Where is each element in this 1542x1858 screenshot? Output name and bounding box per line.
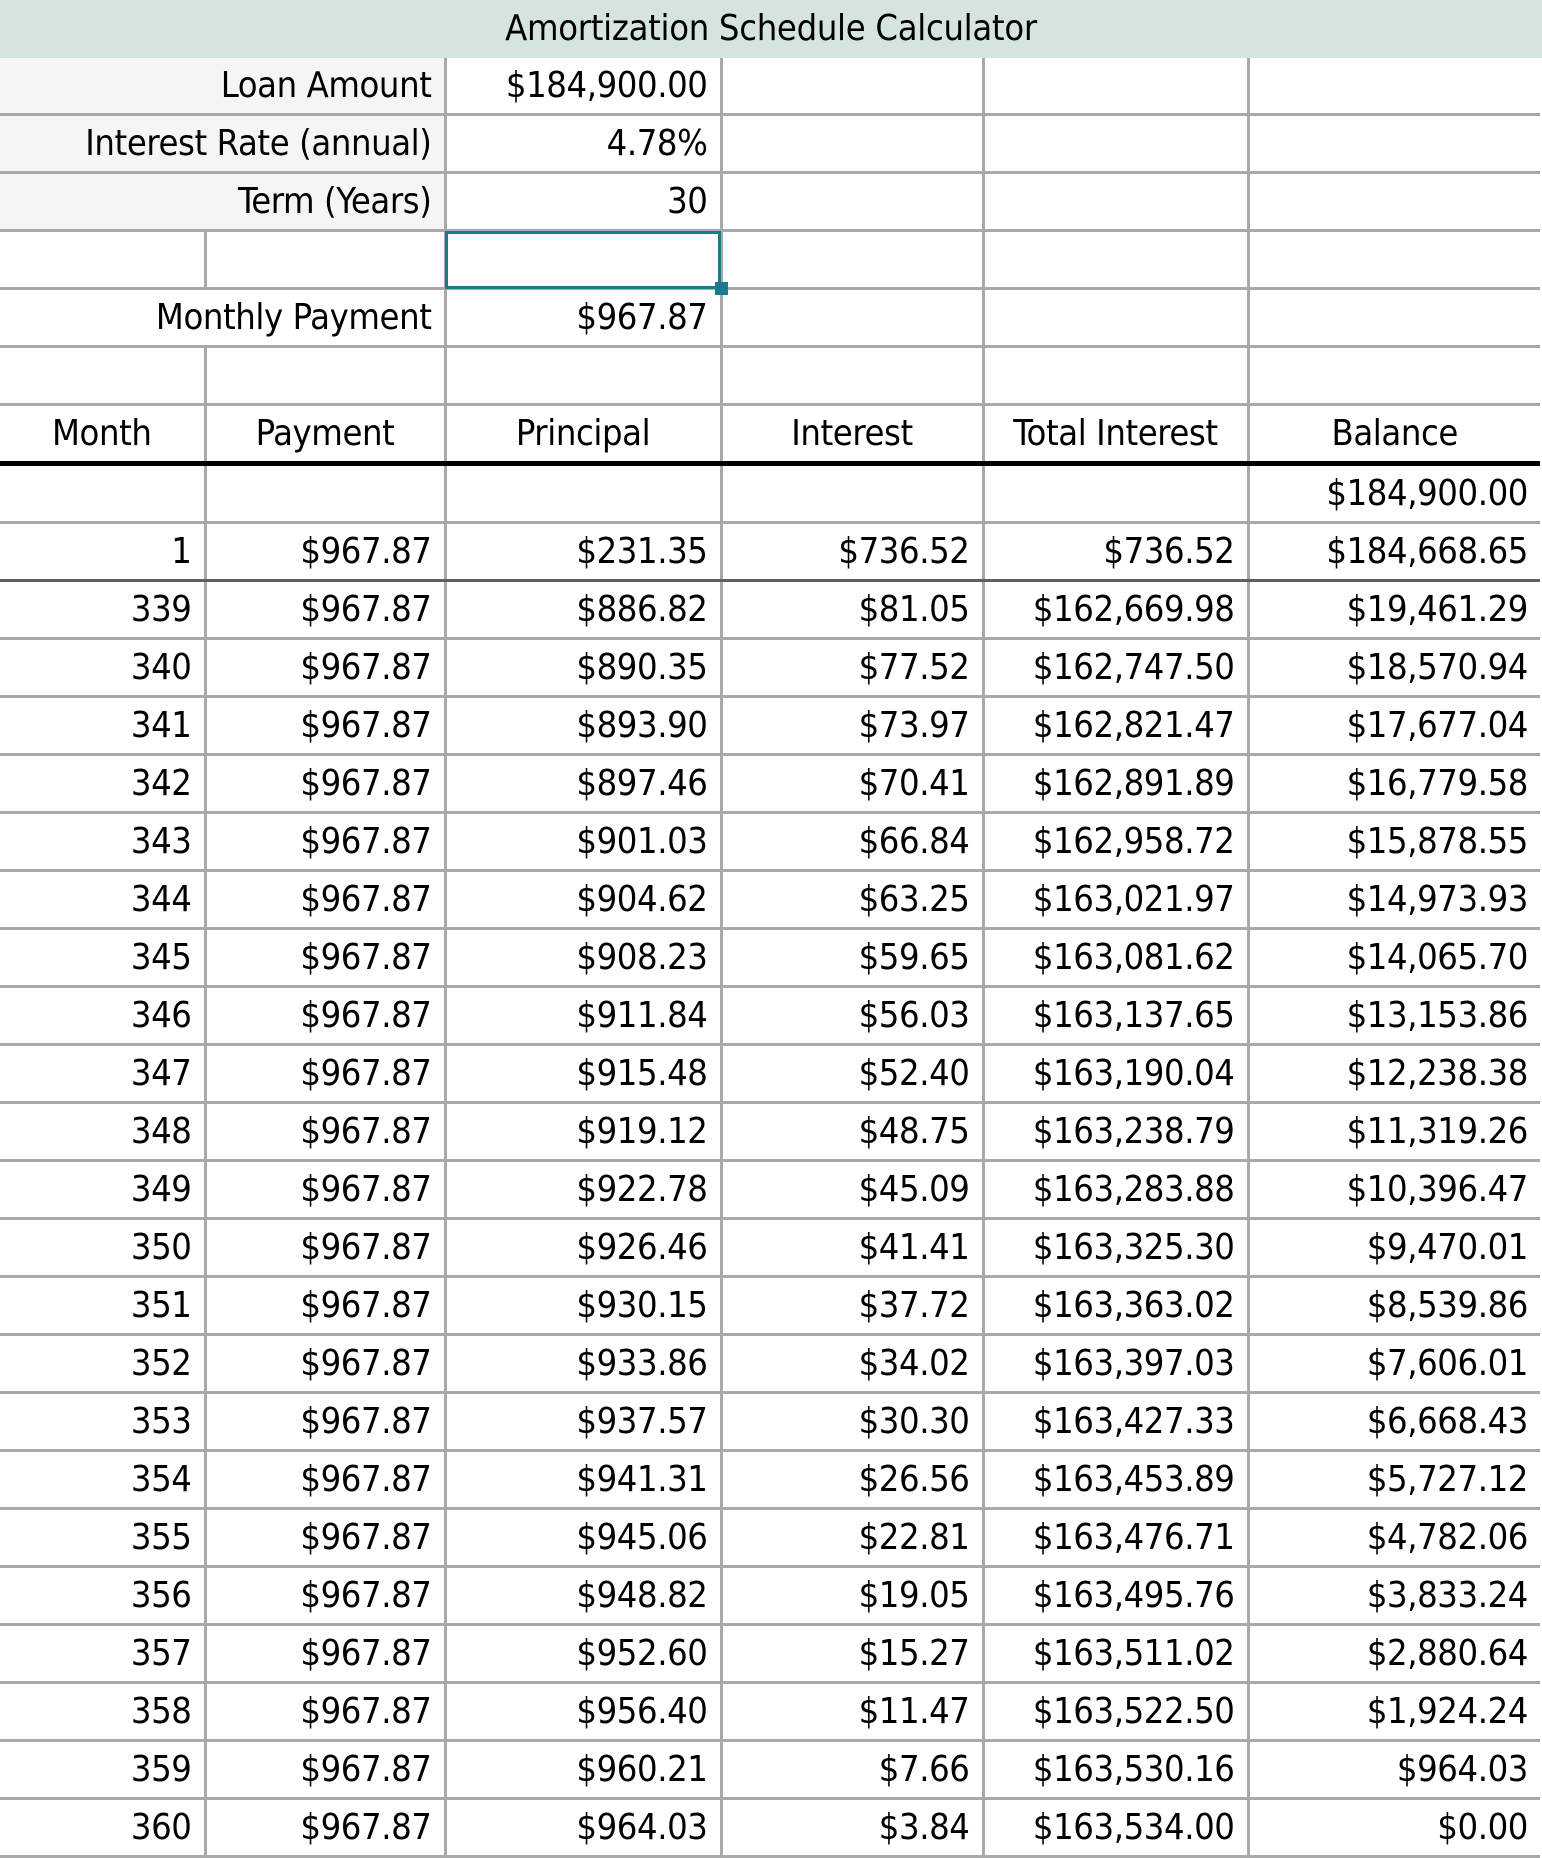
table-row	[0, 1567, 1540, 1625]
table-row	[0, 1219, 1540, 1277]
balance-cell[interactable]: $8,539.86	[1248, 1277, 1540, 1335]
total-interest-cell[interactable]: $736.52	[983, 523, 1248, 581]
interest-cell[interactable]: $34.02	[721, 1335, 983, 1393]
input-row-interest-rate	[0, 115, 1540, 173]
total-interest-cell[interactable]: $163,511.02	[983, 1625, 1248, 1683]
header-month[interactable]: Month	[0, 405, 205, 464]
total-interest-cell[interactable]: $163,476.71	[983, 1509, 1248, 1567]
total-interest-cell[interactable]: $163,453.89	[983, 1451, 1248, 1509]
payment-cell[interactable]: $967.87	[205, 1103, 445, 1161]
principal-cell[interactable]: $919.12	[445, 1103, 721, 1161]
principal-cell[interactable]: $901.03	[445, 813, 721, 871]
interest-cell[interactable]: $26.56	[721, 1451, 983, 1509]
month-cell[interactable]: 348	[0, 1103, 205, 1161]
balance-cell[interactable]: $16,779.58	[1248, 755, 1540, 813]
empty-row	[0, 347, 1540, 405]
table-row	[0, 1625, 1540, 1683]
empty-cell[interactable]	[1248, 58, 1540, 115]
interest-cell[interactable]: $736.52	[721, 523, 983, 581]
table-row	[0, 1161, 1540, 1219]
empty-row	[0, 231, 1540, 289]
principal-cell[interactable]: $922.78	[445, 1161, 721, 1219]
header-payment[interactable]: Payment	[205, 405, 445, 464]
empty-cell[interactable]	[983, 58, 1248, 115]
balance-cell[interactable]: $2,880.64	[1248, 1625, 1540, 1683]
empty-cell[interactable]	[721, 231, 983, 289]
total-interest-cell[interactable]: $163,021.97	[983, 871, 1248, 929]
payment-cell[interactable]: $967.87	[205, 1799, 445, 1857]
schedule-header-row	[0, 405, 1540, 464]
sheet-title: Amortization Schedule Calculator	[0, 0, 1542, 58]
month-cell[interactable]: 1	[0, 523, 205, 581]
payment-cell[interactable]: $967.87	[205, 1393, 445, 1451]
header-principal[interactable]: Principal	[445, 405, 721, 464]
empty-cell[interactable]	[721, 115, 983, 173]
total-interest-cell[interactable]: $163,363.02	[983, 1277, 1248, 1335]
month-cell[interactable]: 351	[0, 1277, 205, 1335]
table-row	[0, 1451, 1540, 1509]
empty-cell[interactable]	[205, 464, 445, 523]
empty-cell[interactable]	[983, 289, 1248, 347]
empty-cell[interactable]	[983, 231, 1248, 289]
table-row	[0, 987, 1540, 1045]
principal-cell[interactable]: $926.46	[445, 1219, 721, 1277]
principal-cell[interactable]: $960.21	[445, 1741, 721, 1799]
empty-cell[interactable]	[721, 58, 983, 115]
balance-cell[interactable]: $184,668.65	[1248, 523, 1540, 581]
month-cell[interactable]: 339	[0, 581, 205, 639]
balance-cell[interactable]: $10,396.47	[1248, 1161, 1540, 1219]
total-interest-cell[interactable]: $162,821.47	[983, 697, 1248, 755]
month-cell[interactable]: 358	[0, 1683, 205, 1741]
table-row	[0, 1509, 1540, 1567]
interest-cell[interactable]: $11.47	[721, 1683, 983, 1741]
month-cell[interactable]: 345	[0, 929, 205, 987]
total-interest-cell[interactable]: $163,530.16	[983, 1741, 1248, 1799]
starting-balance-row	[0, 464, 1540, 523]
month-cell[interactable]: 344	[0, 871, 205, 929]
empty-cell[interactable]	[721, 289, 983, 347]
month-cell[interactable]: 360	[0, 1799, 205, 1857]
balance-cell[interactable]: $4,782.06	[1248, 1509, 1540, 1567]
interest-cell[interactable]: $22.81	[721, 1509, 983, 1567]
empty-cell[interactable]	[983, 464, 1248, 523]
total-interest-cell[interactable]: $162,958.72	[983, 813, 1248, 871]
loan-amount-cell[interactable]: $184,900.00	[445, 58, 721, 115]
month-cell[interactable]: 347	[0, 1045, 205, 1103]
balance-cell[interactable]: $7,606.01	[1248, 1335, 1540, 1393]
table-row	[0, 639, 1540, 697]
header-interest[interactable]: Interest	[721, 405, 983, 464]
interest-rate-cell[interactable]: 4.78%	[445, 115, 721, 173]
total-interest-cell[interactable]: $163,137.65	[983, 987, 1248, 1045]
empty-cell[interactable]	[983, 173, 1248, 231]
payment-cell[interactable]: $967.87	[205, 639, 445, 697]
loan-amount-label[interactable]: Loan Amount	[0, 58, 445, 115]
month-cell[interactable]: 341	[0, 697, 205, 755]
empty-cell[interactable]	[0, 464, 205, 523]
principal-cell[interactable]: $915.48	[445, 1045, 721, 1103]
month-cell[interactable]: 354	[0, 1451, 205, 1509]
balance-cell[interactable]: $1,924.24	[1248, 1683, 1540, 1741]
interest-cell[interactable]: $3.84	[721, 1799, 983, 1857]
balance-cell[interactable]: $6,668.43	[1248, 1393, 1540, 1451]
term-label[interactable]: Term (Years)	[0, 173, 445, 231]
interest-cell[interactable]: $30.30	[721, 1393, 983, 1451]
empty-cell[interactable]	[0, 347, 205, 405]
interest-cell[interactable]: $59.65	[721, 929, 983, 987]
payment-cell[interactable]: $967.87	[205, 871, 445, 929]
interest-cell[interactable]: $52.40	[721, 1045, 983, 1103]
interest-cell[interactable]: $73.97	[721, 697, 983, 755]
payment-cell[interactable]: $967.87	[205, 581, 445, 639]
payment-cell[interactable]: $967.87	[205, 1625, 445, 1683]
interest-cell[interactable]: $41.41	[721, 1219, 983, 1277]
balance-cell[interactable]: $17,677.04	[1248, 697, 1540, 755]
total-interest-cell[interactable]: $163,495.76	[983, 1567, 1248, 1625]
balance-cell[interactable]: $5,727.12	[1248, 1451, 1540, 1509]
principal-cell[interactable]: $231.35	[445, 523, 721, 581]
balance-cell[interactable]: $3,833.24	[1248, 1567, 1540, 1625]
interest-cell[interactable]: $45.09	[721, 1161, 983, 1219]
empty-cell[interactable]	[983, 115, 1248, 173]
principal-cell[interactable]: $956.40	[445, 1683, 721, 1741]
month-cell[interactable]: 359	[0, 1741, 205, 1799]
principal-cell[interactable]: $893.90	[445, 697, 721, 755]
monthly-payment-label[interactable]: Monthly Payment	[0, 289, 445, 347]
interest-cell[interactable]: $77.52	[721, 639, 983, 697]
payment-cell[interactable]: $967.87	[205, 1741, 445, 1799]
balance-cell[interactable]: $19,461.29	[1248, 581, 1540, 639]
principal-cell[interactable]: $948.82	[445, 1567, 721, 1625]
total-interest-cell[interactable]: $163,081.62	[983, 929, 1248, 987]
balance-cell[interactable]: $12,238.38	[1248, 1045, 1540, 1103]
month-cell[interactable]: 355	[0, 1509, 205, 1567]
empty-cell[interactable]	[1248, 115, 1540, 173]
month-cell[interactable]: 350	[0, 1219, 205, 1277]
empty-cell[interactable]	[721, 464, 983, 523]
empty-cell[interactable]	[0, 231, 205, 289]
principal-cell[interactable]: $904.62	[445, 871, 721, 929]
payment-cell[interactable]: $967.87	[205, 1045, 445, 1103]
empty-cell[interactable]	[445, 347, 721, 405]
empty-cell[interactable]	[205, 231, 445, 289]
empty-cell[interactable]	[983, 347, 1248, 405]
principal-cell[interactable]: $941.31	[445, 1451, 721, 1509]
balance-cell[interactable]: $13,153.86	[1248, 987, 1540, 1045]
table-row	[0, 697, 1540, 755]
balance-cell[interactable]: $964.03	[1248, 1741, 1540, 1799]
table-row	[0, 523, 1540, 581]
table-row	[0, 1799, 1540, 1857]
empty-cell[interactable]	[1248, 289, 1540, 347]
table-row	[0, 581, 1540, 639]
balance-cell[interactable]: $14,065.70	[1248, 929, 1540, 987]
month-cell[interactable]: 357	[0, 1625, 205, 1683]
principal-cell[interactable]: $930.15	[445, 1277, 721, 1335]
table-row	[0, 1103, 1540, 1161]
table-row	[0, 1741, 1540, 1799]
payment-cell[interactable]: $967.87	[205, 1683, 445, 1741]
payment-cell[interactable]: $967.87	[205, 1219, 445, 1277]
empty-cell[interactable]	[721, 173, 983, 231]
principal-cell[interactable]: $952.60	[445, 1625, 721, 1683]
balance-cell[interactable]: $9,470.01	[1248, 1219, 1540, 1277]
total-interest-cell[interactable]: $163,325.30	[983, 1219, 1248, 1277]
principal-cell[interactable]: $937.57	[445, 1393, 721, 1451]
total-interest-cell[interactable]: $162,669.98	[983, 581, 1248, 639]
month-cell[interactable]: 342	[0, 755, 205, 813]
table-row	[0, 871, 1540, 929]
header-balance[interactable]: Balance	[1248, 405, 1540, 464]
interest-cell[interactable]: $15.27	[721, 1625, 983, 1683]
total-interest-cell[interactable]: $163,397.03	[983, 1335, 1248, 1393]
interest-cell[interactable]: $37.72	[721, 1277, 983, 1335]
principal-cell[interactable]: $911.84	[445, 987, 721, 1045]
principal-cell[interactable]: $890.35	[445, 639, 721, 697]
table-row	[0, 813, 1540, 871]
month-cell[interactable]: 349	[0, 1161, 205, 1219]
term-cell[interactable]: 30	[445, 173, 721, 231]
table-row	[0, 1277, 1540, 1335]
fill-handle[interactable]	[715, 282, 728, 295]
interest-cell[interactable]: $63.25	[721, 871, 983, 929]
payment-cell[interactable]: $967.87	[205, 1335, 445, 1393]
interest-cell[interactable]: $7.66	[721, 1741, 983, 1799]
empty-cell[interactable]	[1248, 231, 1540, 289]
total-interest-cell[interactable]: $163,283.88	[983, 1161, 1248, 1219]
payment-cell[interactable]: $967.87	[205, 987, 445, 1045]
empty-cell[interactable]	[1248, 347, 1540, 405]
total-interest-cell[interactable]: $162,747.50	[983, 639, 1248, 697]
payment-cell[interactable]: $967.87	[205, 697, 445, 755]
month-cell[interactable]: 356	[0, 1567, 205, 1625]
total-interest-cell[interactable]: $163,238.79	[983, 1103, 1248, 1161]
total-interest-cell[interactable]: $163,522.50	[983, 1683, 1248, 1741]
payment-cell[interactable]: $967.87	[205, 1161, 445, 1219]
principal-cell[interactable]: $886.82	[445, 581, 721, 639]
interest-cell[interactable]: $19.05	[721, 1567, 983, 1625]
table-row	[0, 1335, 1540, 1393]
monthly-payment-row	[0, 289, 1540, 347]
empty-cell[interactable]	[721, 347, 983, 405]
principal-cell[interactable]: $897.46	[445, 755, 721, 813]
interest-cell[interactable]: $70.41	[721, 755, 983, 813]
balance-cell[interactable]: $11,319.26	[1248, 1103, 1540, 1161]
amortization-grid	[0, 58, 1540, 1858]
empty-cell[interactable]	[445, 464, 721, 523]
interest-cell[interactable]: $56.03	[721, 987, 983, 1045]
month-cell[interactable]: 353	[0, 1393, 205, 1451]
principal-cell[interactable]: $933.86	[445, 1335, 721, 1393]
table-row	[0, 929, 1540, 987]
month-cell[interactable]: 352	[0, 1335, 205, 1393]
monthly-payment-cell[interactable]: $967.87	[445, 289, 721, 347]
interest-cell[interactable]: $66.84	[721, 813, 983, 871]
balance-cell[interactable]: $0.00	[1248, 1799, 1540, 1857]
table-row	[0, 755, 1540, 813]
balance-cell[interactable]: $14,973.93	[1248, 871, 1540, 929]
table-row	[0, 1045, 1540, 1103]
total-interest-cell[interactable]: $163,534.00	[983, 1799, 1248, 1857]
empty-cell[interactable]	[1248, 173, 1540, 231]
balance-cell[interactable]: $18,570.94	[1248, 639, 1540, 697]
payment-cell[interactable]: $967.87	[205, 1451, 445, 1509]
payment-cell[interactable]: $967.87	[205, 1567, 445, 1625]
input-row-term	[0, 173, 1540, 231]
principal-cell[interactable]: $908.23	[445, 929, 721, 987]
principal-cell[interactable]: $945.06	[445, 1509, 721, 1567]
interest-cell[interactable]: $81.05	[721, 581, 983, 639]
total-interest-cell[interactable]: $163,427.33	[983, 1393, 1248, 1451]
payment-cell[interactable]: $967.87	[205, 755, 445, 813]
starting-balance-cell[interactable]: $184,900.00	[1248, 464, 1540, 523]
input-row-loan-amount	[0, 58, 1540, 115]
total-interest-cell[interactable]: $163,190.04	[983, 1045, 1248, 1103]
payment-cell[interactable]: $967.87	[205, 1277, 445, 1335]
payment-cell[interactable]: $967.87	[205, 1509, 445, 1567]
balance-cell[interactable]: $15,878.55	[1248, 813, 1540, 871]
selected-cell[interactable]	[445, 231, 721, 289]
payment-cell[interactable]: $967.87	[205, 523, 445, 581]
month-cell[interactable]: 343	[0, 813, 205, 871]
total-interest-cell[interactable]: $162,891.89	[983, 755, 1248, 813]
month-cell[interactable]: 346	[0, 987, 205, 1045]
interest-cell[interactable]: $48.75	[721, 1103, 983, 1161]
empty-cell[interactable]	[205, 347, 445, 405]
principal-cell[interactable]: $964.03	[445, 1799, 721, 1857]
header-total-interest[interactable]: Total Interest	[983, 405, 1248, 464]
interest-rate-label[interactable]: Interest Rate (annual)	[0, 115, 445, 173]
payment-cell[interactable]: $967.87	[205, 813, 445, 871]
payment-cell[interactable]: $967.87	[205, 929, 445, 987]
table-row	[0, 1393, 1540, 1451]
month-cell[interactable]: 340	[0, 639, 205, 697]
table-row	[0, 1683, 1540, 1741]
